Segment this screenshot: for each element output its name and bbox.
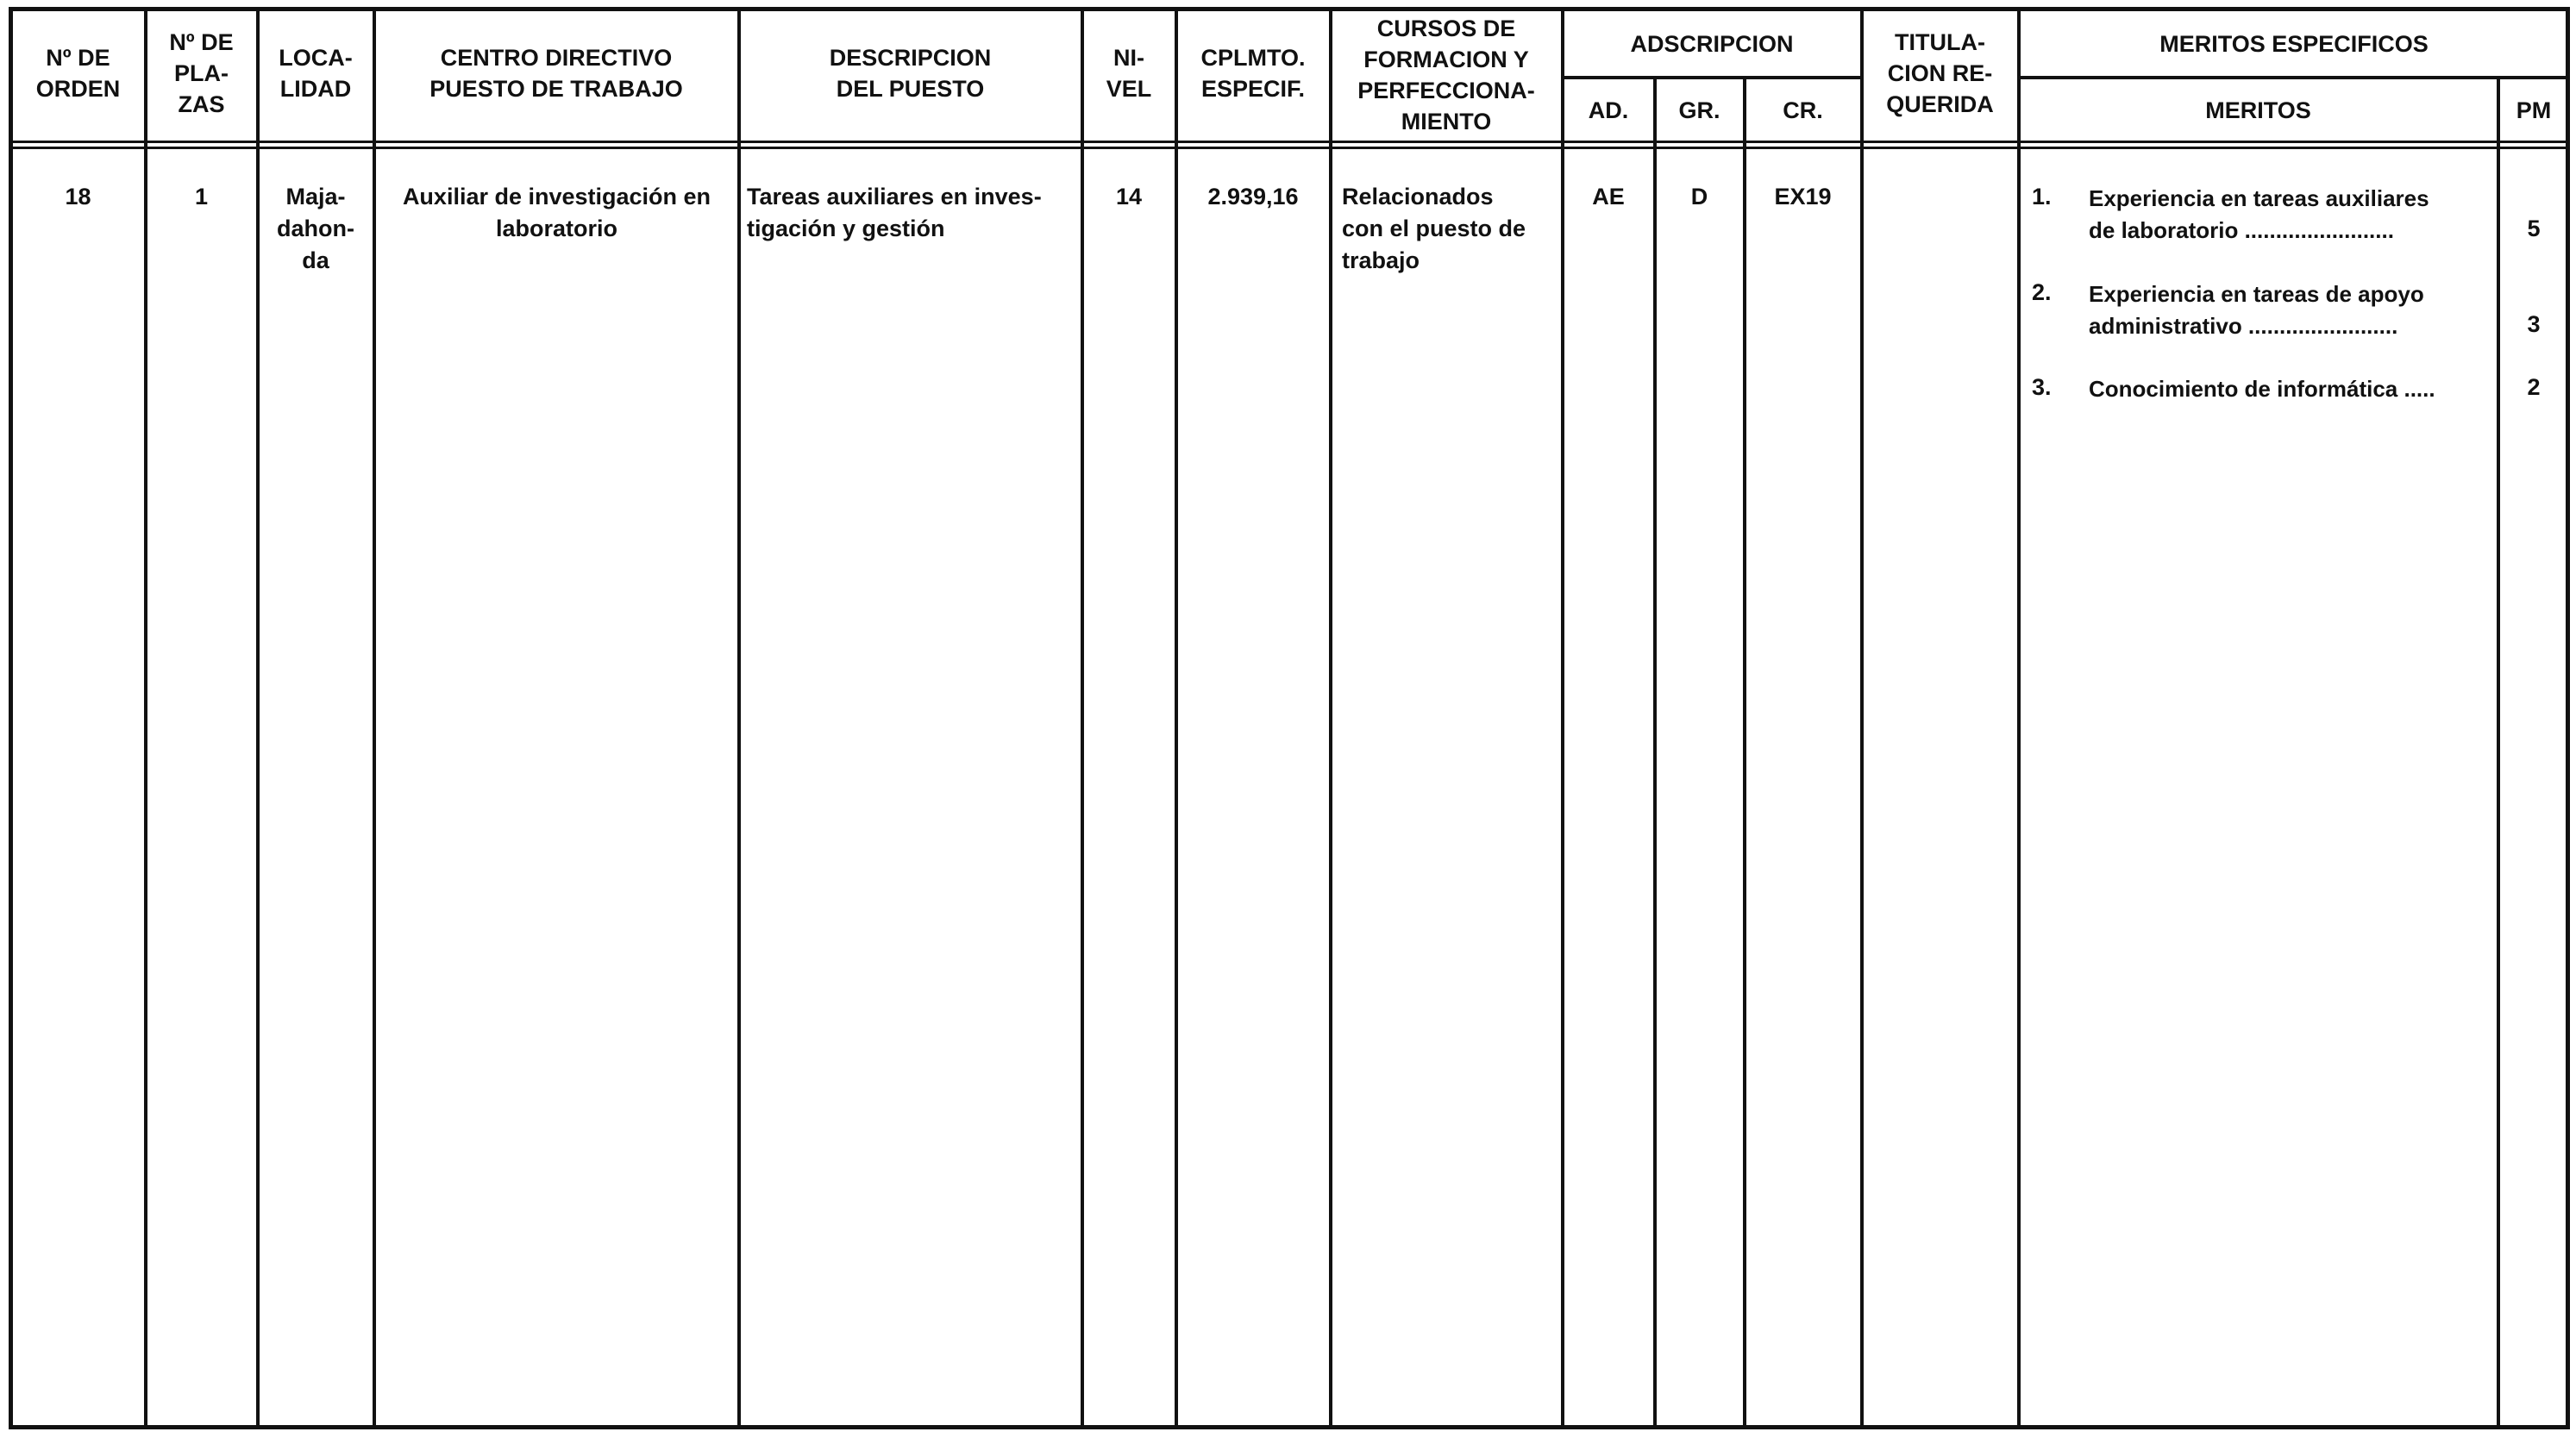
cell-orden: 18 — [65, 184, 91, 209]
cell-centro: Auxiliar de investigación en laboratorio — [402, 184, 711, 241]
cell-gr: D — [1690, 184, 1708, 209]
cell-cursos: Relacionados con el puesto de trabajo — [1342, 184, 1526, 273]
merit-number: 1. — [2032, 184, 2052, 209]
col-line — [144, 9, 147, 1428]
header-adscripcion: ADSCRIPCION — [1630, 31, 1794, 57]
header-ad: AD. — [1588, 97, 1629, 123]
col-line — [1081, 9, 1084, 1428]
header-meritos-especificos: MERITOS ESPECIFICOS — [2159, 31, 2429, 57]
merit-points: 2 — [2527, 374, 2541, 400]
header-divider — [10, 141, 2568, 149]
col-line — [2497, 76, 2500, 1428]
merit-text: administrativo ........................ — [2089, 313, 2398, 339]
col-line — [1175, 9, 1178, 1428]
merit-text: de laboratorio ........................ — [2089, 217, 2394, 243]
merit-text: Conocimiento de informática ..... — [2089, 376, 2435, 402]
header-orden: Nº DE ORDEN — [35, 45, 121, 102]
merit-number: 2. — [2032, 279, 2052, 305]
merit-text: Experiencia en tareas de apoyo — [2089, 281, 2424, 307]
header-plazas: Nº DE PLA- ZAS — [169, 29, 234, 117]
merit-number: 3. — [2032, 374, 2052, 400]
col-line — [373, 9, 376, 1428]
header-descripcion: DESCRIPCION DEL PUESTO — [829, 45, 992, 102]
cell-descripcion: Tareas auxiliares en inves- tigación y gestión — [747, 184, 1042, 241]
col-line — [2017, 9, 2021, 1428]
cell-localidad: Maja- dahon- da — [277, 184, 354, 273]
cell-cr: EX19 — [1774, 184, 1832, 209]
header-meritos: MERITOS — [2205, 97, 2311, 123]
header-cplmto: CPLMTO. ESPECIF. — [1200, 45, 1306, 102]
header-centro: CENTRO DIRECTIVO PUESTO DE TRABAJO — [429, 45, 683, 102]
cell-plazas: 1 — [194, 184, 209, 209]
header-localidad: LOCA- LIDAD — [279, 45, 353, 102]
cell-cplmto: 2.939,16 — [1207, 184, 1299, 209]
cell-ad: AE — [1592, 184, 1625, 209]
col-line — [1743, 76, 1746, 1428]
header-cursos: CURSOS DE FORMACION Y PERFECCIONA- MIENTO — [1357, 16, 1535, 134]
merit-points: 3 — [2527, 311, 2541, 337]
header-gr: GR. — [1678, 97, 1720, 123]
header-nivel: NI- VEL — [1106, 45, 1152, 102]
col-line — [737, 9, 741, 1428]
merit-points: 5 — [2527, 216, 2541, 241]
col-line — [1653, 76, 1657, 1428]
col-line — [1860, 9, 1864, 1428]
col-line — [1561, 9, 1564, 1428]
header-pm: PM — [2516, 97, 2552, 123]
header-cr: CR. — [1783, 97, 1823, 123]
header-titulacion: TITULA- CION RE- QUERIDA — [1886, 29, 1994, 117]
col-line — [1329, 9, 1332, 1428]
cell-nivel: 14 — [1115, 184, 1143, 209]
merit-text: Experiencia en tareas auxiliares — [2089, 185, 2429, 211]
